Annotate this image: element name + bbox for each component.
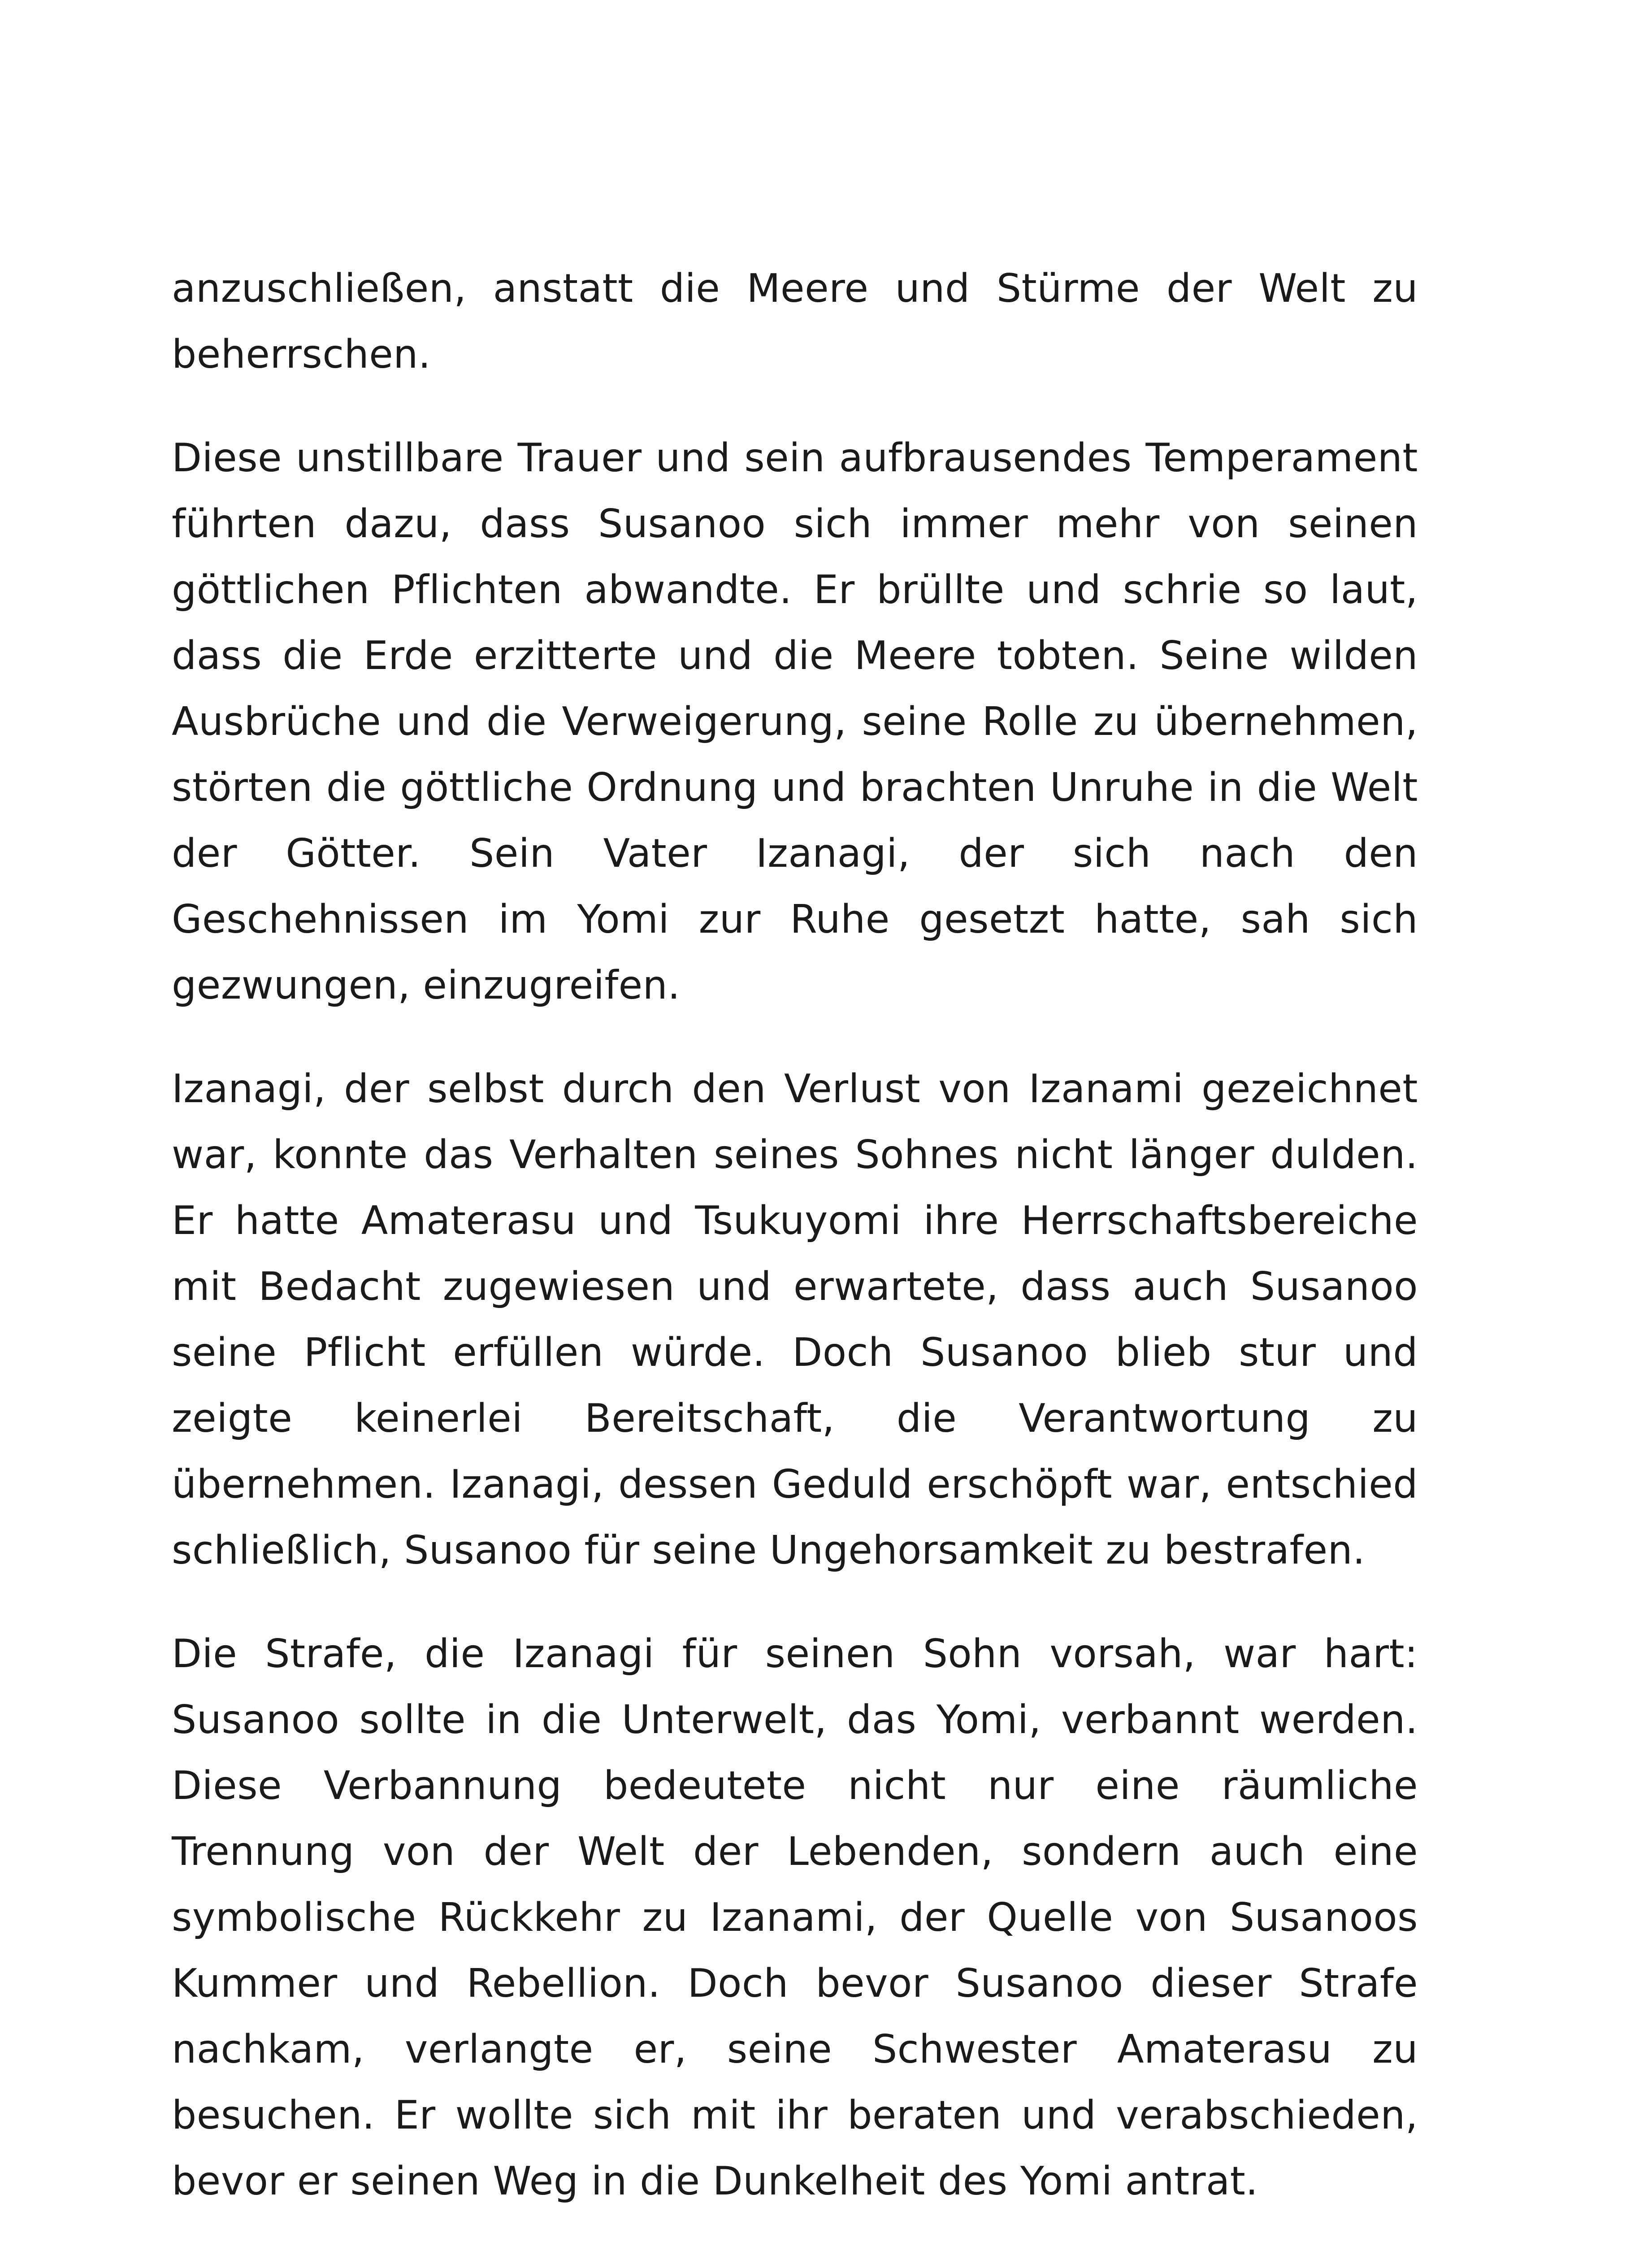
- paragraph-1: anzuschließen, anstatt die Meere und Stürme der Welt zu beherrschen.: [172, 265, 1418, 377]
- body-text: [172, 256, 1418, 2242]
- paragraph-4: Die Strafe, die Izanagi für seinen Sohn vorsah, war hart: Susanoo sollte in die Unterwelt, das Yomi, verbannt werden. Diese Verbannung bedeutete nicht nur eine räumliche Trennung von der Welt der Lebenden, sondern auch eine symbolische Rückkehr zu Izanami, der Quelle von Susanoos Kummer und Rebellion. Doch bevor Susanoo dieser Strafe nachkam, verlangte er, seine Schwester Amaterasu zu besuchen. Er wollte sich mit ihr beraten und verabschieden, bevor er seinen Weg in die Dunkelheit des Yomi antrat.: [172, 1631, 1418, 2204]
- paragraph-2: Diese unstillbare Trauer und sein aufbrausendes Temperament führten dazu, dass Susanoo sich immer mehr von seinen göttlichen Pflichten abwandte. Er brüllte und schrie so laut, dass die Erde erzitterte und die Meere tobten. Seine wilden Ausbrüche und die Verweigerung, seine Rolle zu übernehmen, störten die göttliche Ordnung und brachten Unruhe in die Welt der Götter. Sein Vater Izanagi, der sich nach den Geschehnissen im Yomi zur Ruhe gesetzt hatte, sah sich gezwungen, einzugreifen.: [172, 435, 1418, 1008]
- paragraph-3: Izanagi, der selbst durch den Verlust von Izanami gezeichnet war, konnte das Verhalten seines Sohnes nicht länger dulden. Er hatte Amaterasu und Tsukuyomi ihre Herrschaftsbereiche mit Bedacht zugewiesen und erwartete, dass auch Susanoo seine Pflicht erfüllen würde. Doch Susanoo blieb stur und zeigte keinerlei Bereitschaft, die Verantwortung zu übernehmen. Izanagi, dessen Geduld erschöpft war, entschied schließlich, Susanoo für seine Ungehorsamkeit zu bestrafen.: [172, 1066, 1418, 1573]
